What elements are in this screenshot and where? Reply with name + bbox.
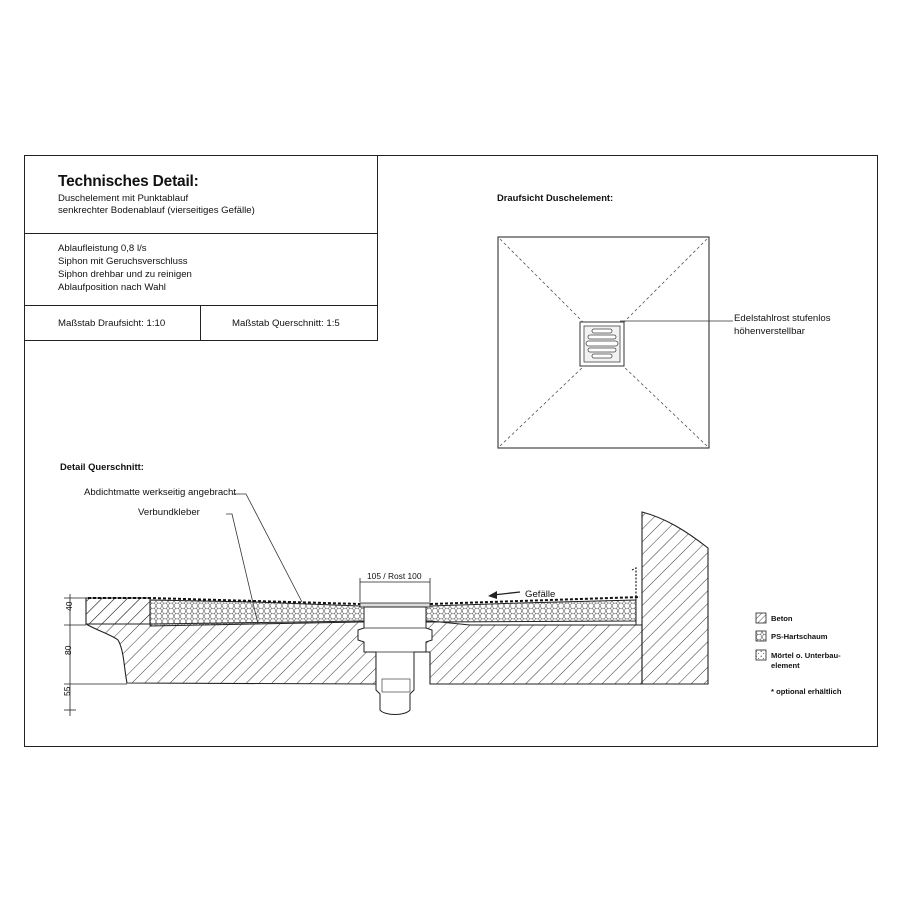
left-edge-block [86, 598, 150, 624]
subtitle-line-2: senkrechter Bodenablauf (vierseitiges Gefälle) [58, 205, 255, 216]
grate-icon [580, 322, 624, 366]
legend-foam-label: PS-Hartschaum [771, 632, 828, 641]
spec-line-2: Siphon mit Geruchsverschluss [58, 256, 188, 267]
membrane-label: Abdichtmatte werkseitig angebracht [84, 487, 236, 498]
top-view [498, 237, 733, 448]
spec-line-4: Ablaufposition nach Wahl [58, 282, 166, 293]
legend-mortar-swatch [756, 650, 766, 660]
legend-concrete-label: Beton [771, 614, 793, 623]
membrane-leader [232, 494, 302, 602]
section-grate [360, 603, 430, 607]
wall-membrane [632, 568, 636, 598]
legend-foam-swatch [756, 631, 766, 641]
subtitle-line-1: Duschelement mit Punktablauf [58, 193, 189, 204]
scale-top-view: Maßstab Draufsicht: 1:10 [58, 318, 166, 329]
dn-box [382, 679, 410, 692]
dim-40: 40 [64, 601, 74, 611]
spec-line-1: Ablaufleistung 0,8 l/s [58, 243, 147, 254]
slope-arrow [488, 591, 520, 599]
wall [642, 512, 708, 684]
section-heading: Detail Querschnitt: [60, 461, 144, 472]
adhesive-label: Verbundkleber [138, 507, 200, 518]
grate-dimension-label: 105 / Rost 100 [367, 571, 422, 581]
grate-label-line-2: höhenverstellbar [734, 326, 805, 337]
legend-note: * optional erhältlich [771, 687, 842, 696]
dim-55: 55 [62, 686, 72, 696]
page-title: Technisches Detail: [58, 173, 199, 190]
dim-80: 80 [63, 645, 73, 655]
slope-label: Gefälle [525, 589, 556, 600]
top-view-heading: Draufsicht Duschelement: [497, 192, 614, 203]
scale-section: Maßstab Querschnitt: 1:5 [232, 318, 340, 329]
legend-concrete-swatch [756, 613, 766, 623]
grate-dimension [360, 578, 430, 602]
legend-mortar-label: Mörtel o. Unterbau- [771, 651, 841, 660]
legend-mortar-label-2: element [771, 661, 800, 670]
grate-label-line-1: Edelstahlrost stufenlos [734, 313, 831, 324]
legend [756, 613, 766, 660]
spec-line-3: Siphon drehbar und zu reinigen [58, 269, 192, 280]
